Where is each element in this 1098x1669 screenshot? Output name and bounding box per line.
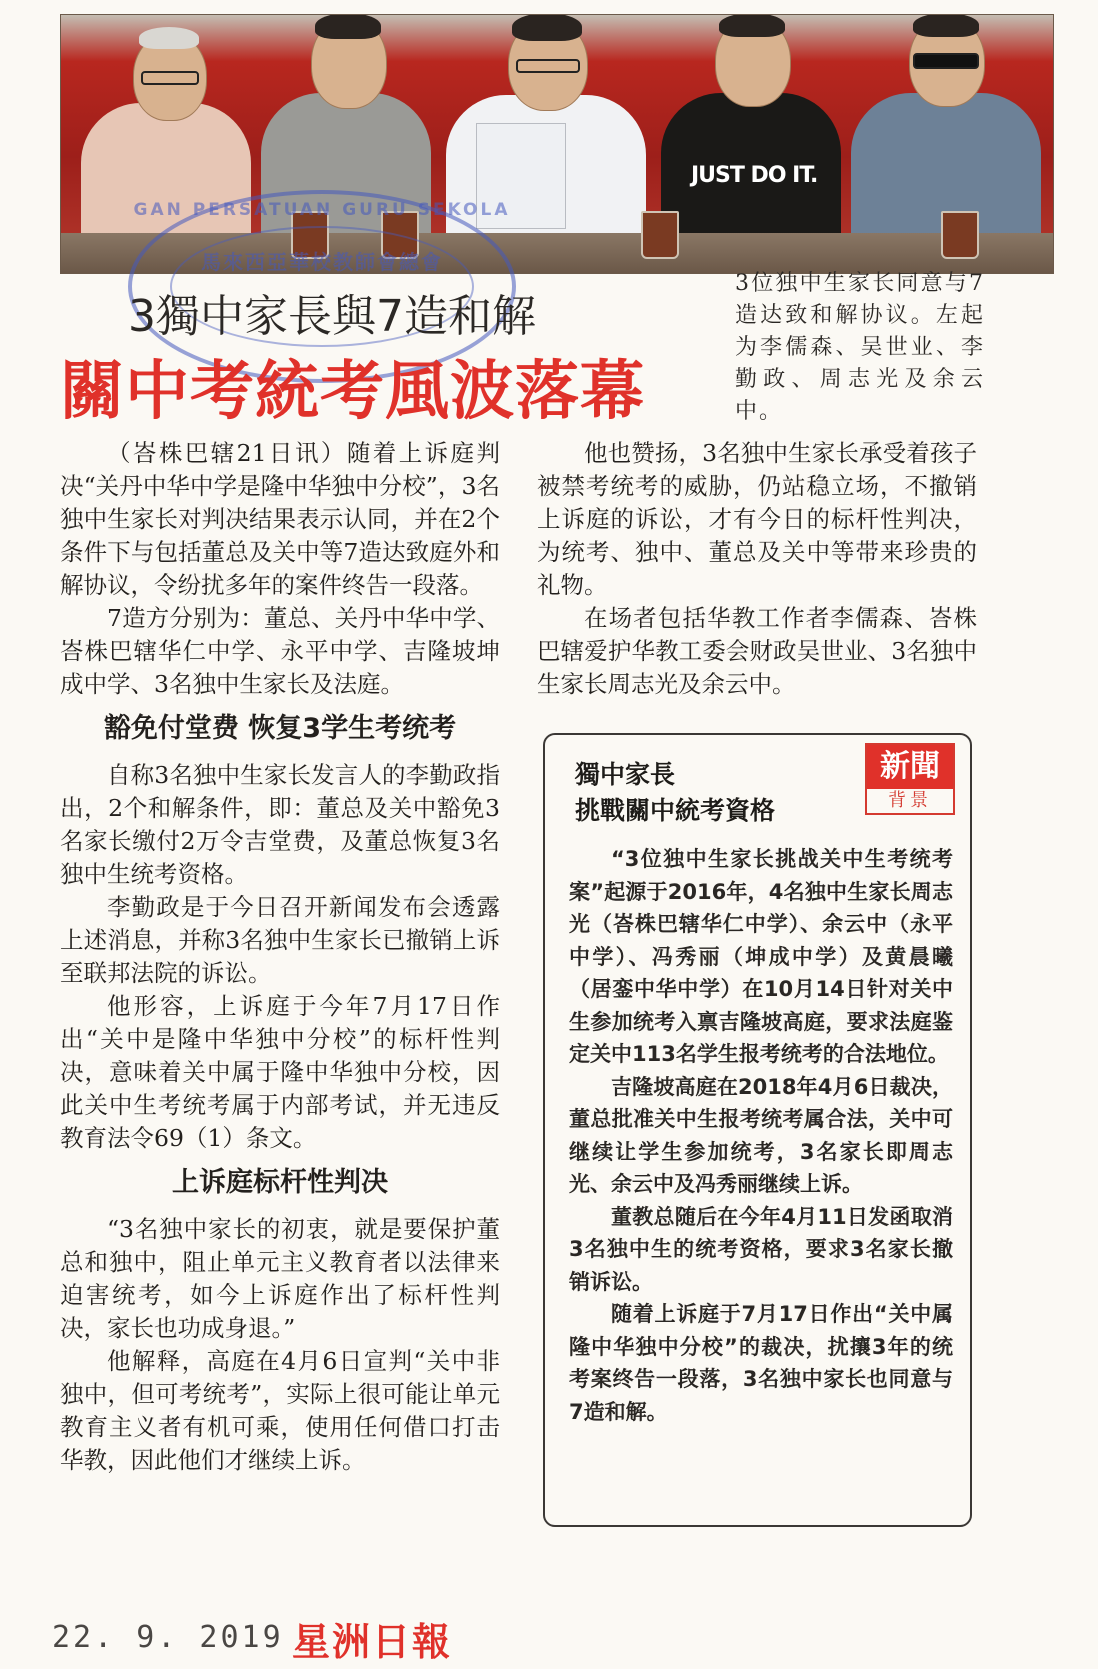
paragraph: 自称3名独中生家长发言人的李勤政指出，2个和解条件，即：董总及关中豁免3名家长缴付2万令吉堂费，及董总恢复3名独中生统考资格。 xyxy=(60,761,500,888)
news-background-badge xyxy=(865,743,955,815)
shirt-text: JUST DO IT. xyxy=(691,163,818,188)
paragraph: “3位独中生家长挑战关中生考统考案”起源于2016年，4名独中生家长周志光（峇株巴辖华仁中学）、余云中（永平中学）、冯秀丽（坤成中学）及黄晨曦（居銮中华中学）在10月14日针对关中生参加统考入禀吉隆坡高庭，要求法庭鉴定关中113名学生报考统考的合法地位。 xyxy=(569,847,953,1066)
paragraph: 7造方分别为：董总、关丹中华中学、峇株巴辖华仁中学、永平中学、吉隆坡坤成中学、3名独中生家长及法庭。 xyxy=(60,604,500,698)
paragraph: 李勤政是于今日召开新闻发布会透露上述消息，并称3名独中生家长已撤销上诉至联邦法院的诉讼。 xyxy=(60,893,500,987)
article-column-2 xyxy=(537,437,977,701)
paragraph: 董教总随后在今年4月11日发函取消3名独中生的统考资格，要求3名家长撤销诉讼。 xyxy=(569,1204,953,1294)
background-sidebar xyxy=(543,733,972,1527)
paragraph: 随着上诉庭于7月17日作出“关中属隆中华独中分校”的裁决，扰攘3年的统考案终告一段落，3名独中家长也同意与7造和解。 xyxy=(569,1302,953,1424)
paragraph: “3名独中家长的初衷，就是要保护董总和独中，阻止单元主义教育者以法律来迫害统考，如今上诉庭作出了标杆性判决，家长也功成身退。” xyxy=(60,1215,500,1342)
stamp-center-text: 馬來西亞華校教師會總會 xyxy=(201,250,443,274)
headline-kicker: 3獨中家長與7造和解 xyxy=(128,291,536,342)
paragraph: 吉隆坡高庭在2018年4月6日裁决，董总批准关中生报考统考属合法，关中可继续让学生参加统考，3名家长即周志光、余云中及冯秀丽继续上诉。 xyxy=(569,1074,953,1196)
cup xyxy=(641,211,679,259)
badge-top: 新聞 xyxy=(867,745,953,789)
paragraph: 他也赞扬，3名独中生家长承受着孩子被禁考统考的威胁，仍站稳立场，不撤销上诉庭的诉讼，才有今日的标杆性判决，为统考、独中、董总及关中等带来珍贵的礼物。 xyxy=(537,439,977,599)
sidebar-title-line-1: 獨中家長 xyxy=(575,760,676,789)
article-column-1 xyxy=(60,437,500,1477)
person-4 xyxy=(661,14,841,253)
sidebar-title-line-2: 挑戰關中統考資格 xyxy=(575,796,776,825)
sidebar-body xyxy=(569,843,953,1428)
paragraph: 他解释，高庭在4月6日宣判“关中非独中，但可考统考”，实际上很可能让单元教育主义者有机可乘，使用任何借口打击华教，因此他们才继续上诉。 xyxy=(60,1347,500,1474)
photo-caption: 3位独中生家长同意与7造达致和解协议。左起为李儒森、吴世业、李勤政、周志光及余云中。 xyxy=(735,271,985,424)
stamp-ring-text: GAN PERSATUAN GURU SEKOLA xyxy=(133,200,511,220)
publication-date: 22. 9. 2019 xyxy=(52,1620,284,1655)
newspaper-name: 星洲日報 xyxy=(292,1619,453,1664)
paragraph: 在场者包括华教工作者李儒森、峇株巴辖爱护华教工委会财政吴世业、3名独中生家长周志光及余云中。 xyxy=(537,604,977,698)
cup xyxy=(941,211,979,259)
paragraph: 他形容，上诉庭于今年7月17日作出“关中是隆中华独中分校”的标杆性判决，意味着关中属于隆中华独中分校，因此关中生考统考属于内部考试，并无违反教育法令69（1）条文。 xyxy=(60,992,500,1152)
sidebar-title xyxy=(575,757,775,829)
headline-main: 關中考統考風波落幕 xyxy=(60,355,645,429)
subheading: 上诉庭标杆性判决 xyxy=(172,1167,388,1198)
subheading: 豁免付堂费 恢复3学生考统考 xyxy=(103,713,457,744)
badge-bottom: 背景 xyxy=(888,790,932,811)
paragraph: （峇株巴辖21日讯）随着上诉庭判决“关丹中华中学是隆中华独中分校”，3名独中生家长对判决结果表示认同，并在2个条件下与包括董总及关中等7造达致庭外和解协议，令纷扰多年的案件终告一段落。 xyxy=(60,439,500,599)
